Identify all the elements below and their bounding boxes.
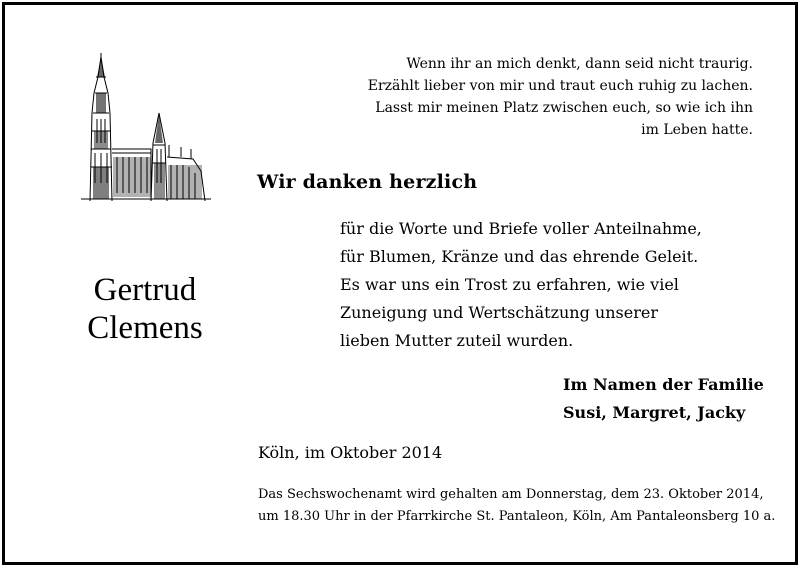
poem-line: Lasst mir meinen Platz zwischen euch, so wie ich ihn [375,100,753,116]
poem-line: Wenn ihr an mich denkt, dann seid nicht traurig. [406,56,753,72]
notice-line: um 18.30 Uhr in der Pfarrkirche St. Pantaleon, Köln, Am Pantaleonsberg 10 a. [258,509,776,524]
notice-line: Das Sechswochenamt wird gehalten am Donnerstag, dem 23. Oktober 2014, [258,487,764,502]
thanks-heading: Wir danken herzlich [257,171,478,193]
poem-line: im Leben hatte. [641,122,753,138]
family-names: Susi, Margret, Jacky [563,403,746,422]
poem-line: Erzählt lieber von mir und traut euch ruhig zu lachen. [367,78,753,94]
deceased-first-name: Gertrud [93,272,197,308]
family-signature [563,371,764,427]
cologne-cathedral-icon [81,53,211,201]
deceased-name [45,271,245,347]
obituary-card [2,2,798,565]
deceased-last-name: Clemens [87,310,203,346]
service-notice [258,484,776,528]
family-line: Im Namen der Familie [563,375,764,394]
thanks-line: für die Worte und Briefe voller Anteilnahme, [340,219,702,238]
thanks-line: Zuneigung und Wertschätzung unserer [340,303,658,322]
poem [333,53,753,141]
thanks-text [340,215,760,355]
place-date: Köln, im Oktober 2014 [258,443,443,462]
thanks-line: lieben Mutter zuteil wurden. [340,331,574,350]
thanks-line: Es war uns ein Trost zu erfahren, wie viel [340,275,679,294]
thanks-line: für Blumen, Kränze und das ehrende Geleit. [340,247,699,266]
